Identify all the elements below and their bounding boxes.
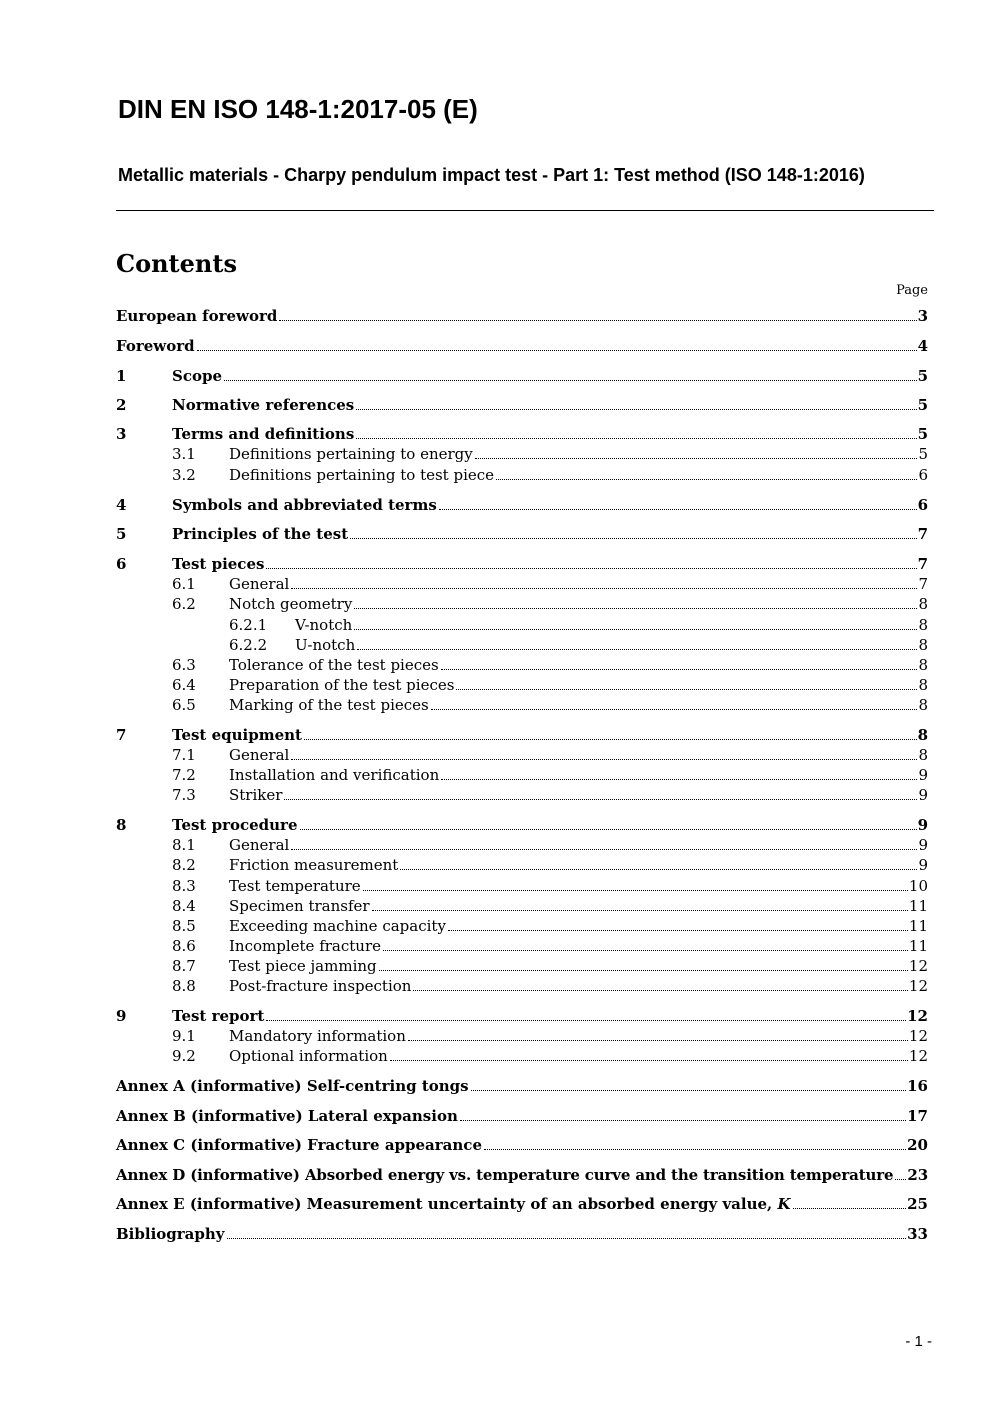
toc-entry-6-3[interactable] bbox=[116, 655, 928, 675]
toc-leader-dots bbox=[266, 568, 916, 569]
toc-leader-dots bbox=[456, 689, 917, 690]
toc-entry-number: 9 bbox=[116, 1007, 127, 1025]
toc-entry-title: Principles of the test bbox=[172, 525, 349, 543]
toc-entry-title: Bibliography bbox=[116, 1225, 225, 1243]
toc-entry-title: Normative references bbox=[172, 396, 355, 414]
toc-entry-page: 9 bbox=[918, 856, 928, 874]
toc-entry-page: 6 bbox=[917, 496, 928, 514]
toc-leader-dots bbox=[400, 869, 917, 870]
toc-entry-title: General bbox=[229, 746, 290, 764]
toc-entry-title: Foreword bbox=[116, 337, 195, 355]
toc-entry-title: Mandatory information bbox=[229, 1027, 406, 1045]
toc-entry-page: 8 bbox=[918, 595, 928, 613]
toc-entry-page: 7 bbox=[917, 555, 928, 573]
toc-entry-number: 9.1 bbox=[172, 1027, 196, 1045]
toc-entry-title: Incomplete fracture bbox=[229, 937, 381, 955]
toc-entry-title: Annex D (informative) Absorbed energy vs. temperature curve and the transition temperature bbox=[116, 1166, 894, 1184]
toc-entry-number: 8.5 bbox=[172, 917, 196, 935]
toc-entry-title: Annex E (informative) Measurement uncertainty of an absorbed energy value, bbox=[116, 1195, 778, 1213]
toc-entry-title: Test temperature bbox=[229, 877, 361, 895]
toc-entry-title: Test pieces bbox=[172, 555, 265, 573]
document-id: DIN EN ISO 148-1:2017-05 (E) bbox=[118, 94, 478, 124]
toc-entry-title: Annex B (informative) Lateral expansion bbox=[116, 1107, 458, 1125]
toc-entry-page: 17 bbox=[907, 1107, 928, 1125]
toc-entry-number: 8.7 bbox=[172, 957, 196, 975]
toc-entry-title: Test procedure bbox=[172, 816, 298, 834]
toc-entry-page: 5 bbox=[917, 396, 928, 414]
toc-entry-number: 7.1 bbox=[172, 746, 196, 764]
toc-entry-title: General bbox=[229, 836, 290, 854]
toc-entry-number: 6.2.1 bbox=[229, 616, 268, 634]
toc-entry-3-1[interactable] bbox=[116, 444, 928, 464]
toc-entry-3-2[interactable] bbox=[116, 465, 928, 485]
toc-entry-8-4[interactable] bbox=[116, 896, 928, 916]
toc-entry-page: 12 bbox=[908, 957, 928, 975]
toc-leader-dots bbox=[439, 509, 917, 510]
toc-entry-page: 12 bbox=[908, 977, 928, 995]
toc-entry-6-2-2[interactable] bbox=[116, 635, 928, 655]
toc-entry-4[interactable] bbox=[116, 495, 928, 515]
toc-entry-title: Post-fracture inspection bbox=[229, 977, 412, 995]
toc-entry-title: Notch geometry bbox=[229, 595, 353, 613]
toc-entry-page: 10 bbox=[908, 877, 928, 895]
toc-entry-annex-b[interactable] bbox=[116, 1106, 928, 1126]
toc-entry-title: U-notch bbox=[295, 636, 356, 654]
toc-entry-number: 3 bbox=[116, 425, 127, 443]
toc-entry-6-1[interactable] bbox=[116, 574, 928, 594]
toc-entry-1[interactable] bbox=[116, 366, 928, 386]
toc-entry-title: Scope bbox=[172, 367, 223, 385]
toc-entry-title: General bbox=[229, 575, 290, 593]
toc-leader-dots bbox=[363, 890, 908, 891]
toc-entry-page: 4 bbox=[917, 337, 928, 355]
toc-entry-number: 3.1 bbox=[172, 445, 196, 463]
toc-leader-dots bbox=[441, 669, 918, 670]
toc-entry-title: Definitions pertaining to energy bbox=[229, 445, 473, 463]
toc-leader-dots bbox=[441, 779, 917, 780]
toc-entry-8[interactable] bbox=[116, 815, 928, 835]
toc-leader-dots bbox=[448, 930, 908, 931]
toc-entry-number: 6.4 bbox=[172, 676, 196, 694]
toc-entry-8-5[interactable] bbox=[116, 916, 928, 936]
toc-entry-page: 9 bbox=[918, 836, 928, 854]
toc-entry-number: 4 bbox=[116, 496, 127, 514]
toc-entry-9-1[interactable] bbox=[116, 1026, 928, 1046]
page-number: - 1 - bbox=[905, 1333, 932, 1350]
toc-leader-dots bbox=[475, 458, 918, 459]
toc-entry-title: Annex C (informative) Fracture appearance bbox=[116, 1136, 482, 1154]
toc-leader-dots bbox=[304, 739, 917, 740]
toc-entry-9[interactable] bbox=[116, 1006, 928, 1026]
toc-entry-title: Optional information bbox=[229, 1047, 388, 1065]
toc-leader-dots bbox=[383, 950, 908, 951]
toc-leader-dots bbox=[356, 409, 916, 410]
toc-entry-page: 3 bbox=[917, 307, 928, 325]
toc-leader-dots bbox=[300, 829, 917, 830]
toc-entry-title: Terms and definitions bbox=[172, 425, 355, 443]
toc-entry-page: 7 bbox=[918, 575, 928, 593]
toc-entry-8-7[interactable] bbox=[116, 956, 928, 976]
toc-leader-dots bbox=[291, 849, 917, 850]
toc-entry-number: 7 bbox=[116, 726, 127, 744]
toc-leader-dots bbox=[357, 649, 917, 650]
toc-leader-dots bbox=[266, 1020, 906, 1021]
toc-entry-page: 5 bbox=[918, 445, 928, 463]
toc-entry-page: 11 bbox=[908, 917, 928, 935]
toc-entry-8-6[interactable] bbox=[116, 936, 928, 956]
toc-entry-annex-d[interactable] bbox=[116, 1165, 928, 1185]
toc-entry-number: 7.3 bbox=[172, 786, 196, 804]
toc-entry-page: 8 bbox=[918, 696, 928, 714]
toc-leader-dots bbox=[372, 910, 908, 911]
toc-entry-bibliography[interactable] bbox=[116, 1224, 928, 1244]
toc-leader-dots bbox=[197, 350, 917, 351]
toc-entry-page: 9 bbox=[918, 766, 928, 784]
toc-leader-dots bbox=[408, 1040, 908, 1041]
toc-entry-2[interactable] bbox=[116, 395, 928, 415]
toc-entry-title: Test equipment bbox=[172, 726, 302, 744]
toc-entry-page: 12 bbox=[908, 1047, 928, 1065]
toc-entry-7-3[interactable] bbox=[116, 785, 928, 805]
toc-entry-page: 8 bbox=[918, 746, 928, 764]
toc-entry-title: Striker bbox=[229, 786, 283, 804]
toc-entry-title: Tolerance of the test pieces bbox=[229, 656, 439, 674]
toc-entry-page: 12 bbox=[907, 1007, 928, 1025]
toc-entry-title: V-notch bbox=[295, 616, 353, 634]
toc-entry-title-symbol: K bbox=[777, 1195, 791, 1213]
toc-entry-6-2-1[interactable] bbox=[116, 615, 928, 635]
toc-entry-page: 16 bbox=[907, 1077, 928, 1095]
toc-entry-number: 6.3 bbox=[172, 656, 196, 674]
toc-entry-page: 33 bbox=[907, 1225, 928, 1243]
toc-leader-dots bbox=[354, 608, 917, 609]
toc-leader-dots bbox=[291, 588, 917, 589]
toc-entry-title: Installation and verification bbox=[229, 766, 440, 784]
toc-entry-6[interactable] bbox=[116, 554, 928, 574]
toc-entry-title: Friction measurement bbox=[229, 856, 399, 874]
toc-leader-dots bbox=[279, 320, 916, 321]
toc-entry-annex-e[interactable] bbox=[116, 1194, 928, 1214]
toc-leader-dots bbox=[460, 1120, 906, 1121]
toc-entry-number: 6 bbox=[116, 555, 127, 573]
document-subtitle: Metallic materials - Charpy pendulum impact test - Part 1: Test method (ISO 148-1:2016) bbox=[118, 165, 865, 185]
toc-entry-number: 6.2.2 bbox=[229, 636, 268, 654]
toc-entry-8-3[interactable] bbox=[116, 876, 928, 896]
toc-leader-dots bbox=[284, 799, 917, 800]
toc-entry-number: 6.5 bbox=[172, 696, 196, 714]
toc-entry-number: 8.1 bbox=[172, 836, 196, 854]
toc-entry-8-2[interactable] bbox=[116, 855, 928, 875]
toc-entry-7[interactable] bbox=[116, 725, 928, 745]
toc-entry-9-2[interactable] bbox=[116, 1046, 928, 1066]
toc-entry-number: 3.2 bbox=[172, 466, 196, 484]
toc-entry-number: 7.2 bbox=[172, 766, 196, 784]
toc-entry-3[interactable] bbox=[116, 424, 928, 444]
toc-entry-title: Preparation of the test pieces bbox=[229, 676, 455, 694]
toc-leader-dots bbox=[390, 1060, 908, 1061]
toc-entry-page: 8 bbox=[918, 676, 928, 694]
toc-entry-6-2[interactable] bbox=[116, 594, 928, 614]
toc-leader-dots bbox=[354, 629, 917, 630]
toc-entry-page: 25 bbox=[907, 1195, 928, 1213]
toc-entry-8-8[interactable] bbox=[116, 976, 928, 996]
toc-entry-number: 6.1 bbox=[172, 575, 196, 593]
toc-entry-6-4[interactable] bbox=[116, 675, 928, 695]
toc-leader-dots bbox=[350, 538, 916, 539]
toc-entry-page: 8 bbox=[918, 616, 928, 634]
toc-entry-page: 11 bbox=[908, 897, 928, 915]
toc-entry-7-1[interactable] bbox=[116, 745, 928, 765]
toc-leader-dots bbox=[793, 1208, 907, 1209]
toc-entry-title: Definitions pertaining to test piece bbox=[229, 466, 495, 484]
toc-entry-page: 9 bbox=[917, 816, 928, 834]
toc-entry-title: Test report bbox=[172, 1007, 265, 1025]
toc-entry-number: 8.2 bbox=[172, 856, 196, 874]
toc-leader-dots bbox=[224, 380, 917, 381]
toc-entry-number: 9.2 bbox=[172, 1047, 196, 1065]
toc-entry-european-foreword[interactable] bbox=[116, 306, 928, 326]
toc-entry-page: 8 bbox=[918, 656, 928, 674]
toc-entry-number: 1 bbox=[116, 367, 127, 385]
toc-entry-title: Test piece jamming bbox=[229, 957, 377, 975]
toc-leader-dots bbox=[895, 1179, 906, 1180]
toc-entry-number: 2 bbox=[116, 396, 127, 414]
toc-entry-title: Exceeding machine capacity bbox=[229, 917, 446, 935]
toc-entry-5[interactable] bbox=[116, 524, 928, 544]
toc-entry-page: 8 bbox=[917, 726, 928, 744]
toc-entry-page: 11 bbox=[908, 937, 928, 955]
toc-entry-number: 8 bbox=[116, 816, 127, 834]
toc-entry-title: European foreword bbox=[116, 307, 278, 325]
toc-entry-title: Marking of the test pieces bbox=[229, 696, 429, 714]
toc-entry-6-5[interactable] bbox=[116, 695, 928, 715]
toc-leader-dots bbox=[484, 1149, 906, 1150]
toc-leader-dots bbox=[356, 438, 916, 439]
toc-entry-annex-c[interactable] bbox=[116, 1135, 928, 1155]
toc-entry-number: 8.8 bbox=[172, 977, 196, 995]
toc-leader-dots bbox=[496, 479, 917, 480]
toc-entry-page: 20 bbox=[907, 1136, 928, 1154]
toc-leader-dots bbox=[471, 1090, 907, 1091]
toc-leader-dots bbox=[379, 970, 908, 971]
toc-entry-page: 12 bbox=[908, 1027, 928, 1045]
toc-entry-page: 8 bbox=[918, 636, 928, 654]
page-column-label: Page bbox=[896, 283, 928, 298]
toc-entry-page: 6 bbox=[918, 466, 928, 484]
toc-entry-number: 8.4 bbox=[172, 897, 196, 915]
toc-entry-title: Annex A (informative) Self-centring tongs bbox=[116, 1077, 469, 1095]
toc-leader-dots bbox=[413, 990, 907, 991]
toc-entry-number: 5 bbox=[116, 525, 127, 543]
toc-entry-7-2[interactable] bbox=[116, 765, 928, 785]
toc-entry-number: 6.2 bbox=[172, 595, 196, 613]
toc-entry-page: 23 bbox=[907, 1166, 928, 1184]
toc-entry-page: 7 bbox=[917, 525, 928, 543]
toc-leader-dots bbox=[227, 1238, 907, 1239]
contents-heading: Contents bbox=[116, 249, 237, 278]
toc-entry-8-1[interactable] bbox=[116, 835, 928, 855]
toc-entry-page: 5 bbox=[917, 367, 928, 385]
toc-entry-number: 8.3 bbox=[172, 877, 196, 895]
toc-entry-title: Symbols and abbreviated terms bbox=[172, 496, 437, 514]
toc-entry-annex-a[interactable] bbox=[116, 1076, 928, 1096]
toc-entry-title: Specimen transfer bbox=[229, 897, 370, 915]
toc-entry-number: 8.6 bbox=[172, 937, 196, 955]
toc-leader-dots bbox=[431, 709, 918, 710]
toc-entry-page: 5 bbox=[917, 425, 928, 443]
toc-entry-page: 9 bbox=[918, 786, 928, 804]
toc-leader-dots bbox=[291, 759, 917, 760]
title-rule bbox=[116, 210, 934, 211]
toc-entry-foreword[interactable] bbox=[116, 336, 928, 356]
